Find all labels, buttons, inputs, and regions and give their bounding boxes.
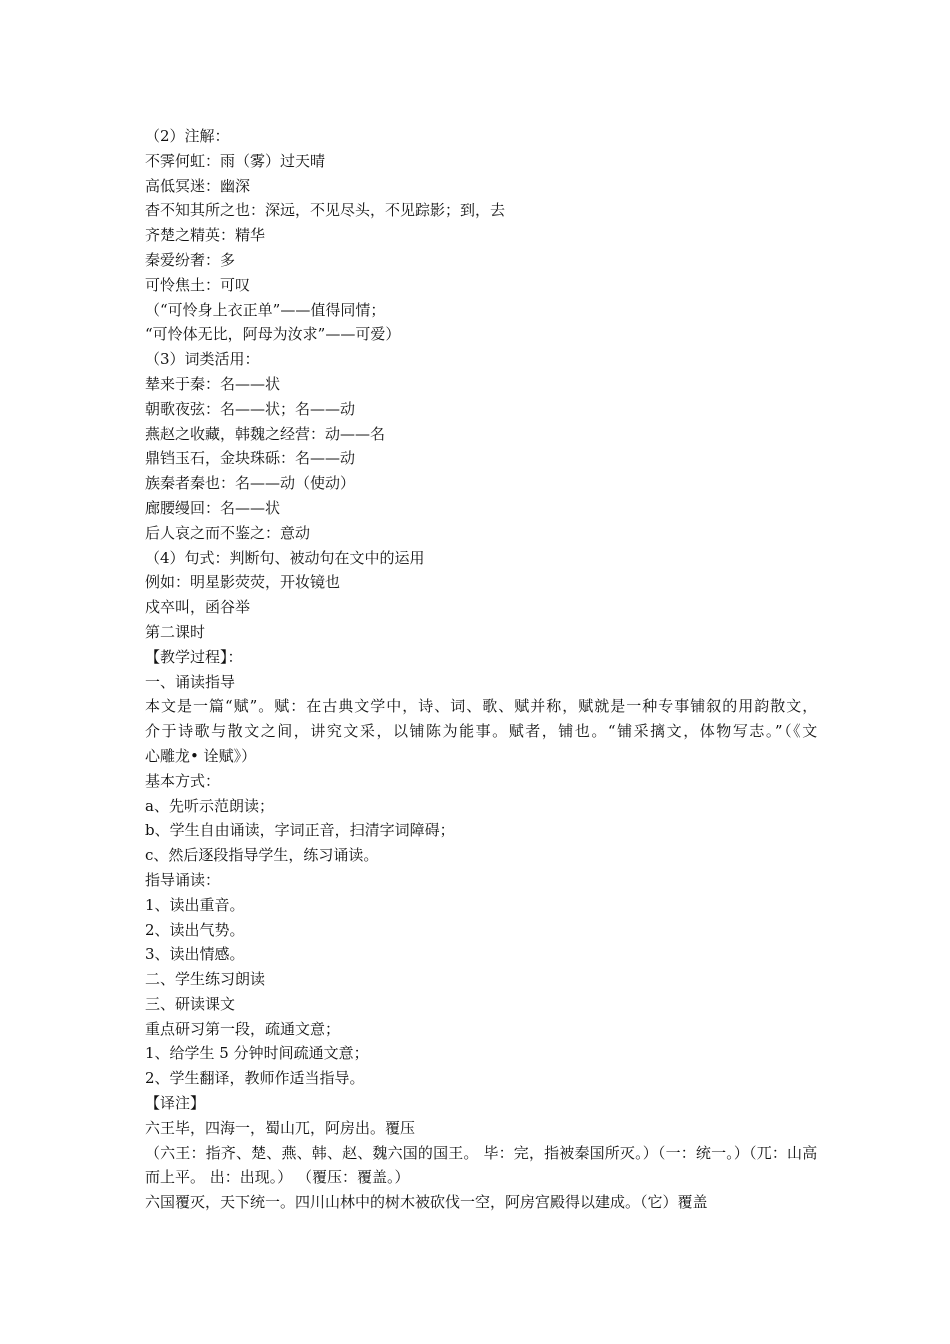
text-line: 朝歌夜弦：名——状；名——动	[145, 399, 356, 418]
section-heading: 二、学生练习朗读	[145, 970, 266, 989]
text-line: 戍卒叫，函谷举	[145, 598, 251, 617]
text-line: 而上平。 出：出现。） （覆压：覆盖。）	[145, 1168, 410, 1187]
section-heading: 第二课时	[145, 622, 206, 641]
text-line: 基本方式：	[145, 771, 221, 790]
list-item: c、然后逐段指导学生，练习诵读。	[145, 846, 379, 865]
section-heading: （3）词类活用：	[145, 350, 260, 369]
text-line: 辇来于秦：名——状	[145, 374, 281, 393]
text-line: 廊腰缦回：名——状	[145, 498, 281, 517]
text-line: （2）注解：	[145, 127, 230, 145]
text-line: 不霁何虹：雨（雾）过天晴	[145, 151, 326, 170]
text-line: （“可怜身上衣正单”——值得同情；	[145, 300, 386, 319]
text-line: 六王毕，四海一，蜀山兀，阿房出。覆压	[145, 1118, 416, 1137]
list-item: 3、读出情感。	[145, 945, 245, 964]
list-item: a、先听示范朗读；	[145, 796, 274, 815]
section-heading: 一、诵读指导	[145, 672, 236, 691]
text-line: “可怜体无比，阿母为汝求”——可爱）	[145, 325, 401, 344]
text-line: 六国覆灭，天下统一。四川山林中的树木被砍伐一空，阿房宫殿得以建成。（它）覆盖	[145, 1193, 708, 1212]
text-line: 例如：明星影荧荧，开妆镜也	[145, 573, 341, 592]
text-line: 杳不知其所之也：深远，不见尽头，不见踪影；到，去	[145, 201, 506, 220]
text-line: 族秦者秦也：名——动（使动）	[145, 474, 356, 493]
text-line: 燕赵之收藏，韩魏之经营：动——名	[145, 424, 386, 443]
section-heading: （4）句式：判断句、被动句在文中的运用	[145, 548, 425, 567]
text-line: 心雕龙• 诠赋》）	[145, 746, 257, 765]
paragraph-line: 本文是一篇“赋”。赋：在古典文学中，诗、词、歌、赋并称，赋就是一种专事铺叙的用韵散文，	[145, 697, 817, 716]
section-heading: 【教学过程】：	[145, 647, 243, 666]
text-line: 高低冥迷：幽深	[145, 176, 251, 195]
paragraph-line: （六王：指齐、楚、燕、韩、赵、魏六国的国王。 毕：完，指被秦国所灭。）（一：统一。）（兀：山高	[145, 1143, 817, 1162]
list-item: 2、读出气势。	[145, 920, 245, 939]
document-page	[145, 124, 817, 1215]
text-line: 齐楚之精英：精华	[145, 226, 266, 245]
paragraph-line: 介于诗歌与散文之间，讲究文采，以铺陈为能事。赋者，铺也。“铺采摛文，体物写志。”（《文	[145, 722, 817, 741]
text-line: 秦爱纷奢：多	[145, 250, 236, 269]
list-item: 1、给学生 5 分钟时间疏通文意；	[145, 1044, 369, 1063]
list-item: 1、读出重音。	[145, 895, 245, 914]
list-item: 2、学生翻译，教师作适当指导。	[145, 1069, 365, 1088]
section-heading: 【译注】	[145, 1094, 206, 1113]
text-line: 可怜焦土：可叹	[145, 275, 251, 294]
text-line: 后人哀之而不鉴之：意动	[145, 523, 311, 542]
list-item: b、学生自由诵读，字词正音，扫清字词障碍；	[145, 821, 455, 840]
text-line: 重点研习第一段，疏通文意；	[145, 1019, 341, 1038]
text-line: 指导诵读：	[145, 870, 221, 889]
text-line: 鼎铛玉石，金块珠砾：名——动	[145, 449, 356, 468]
section-heading: 三、研读课文	[145, 994, 236, 1013]
